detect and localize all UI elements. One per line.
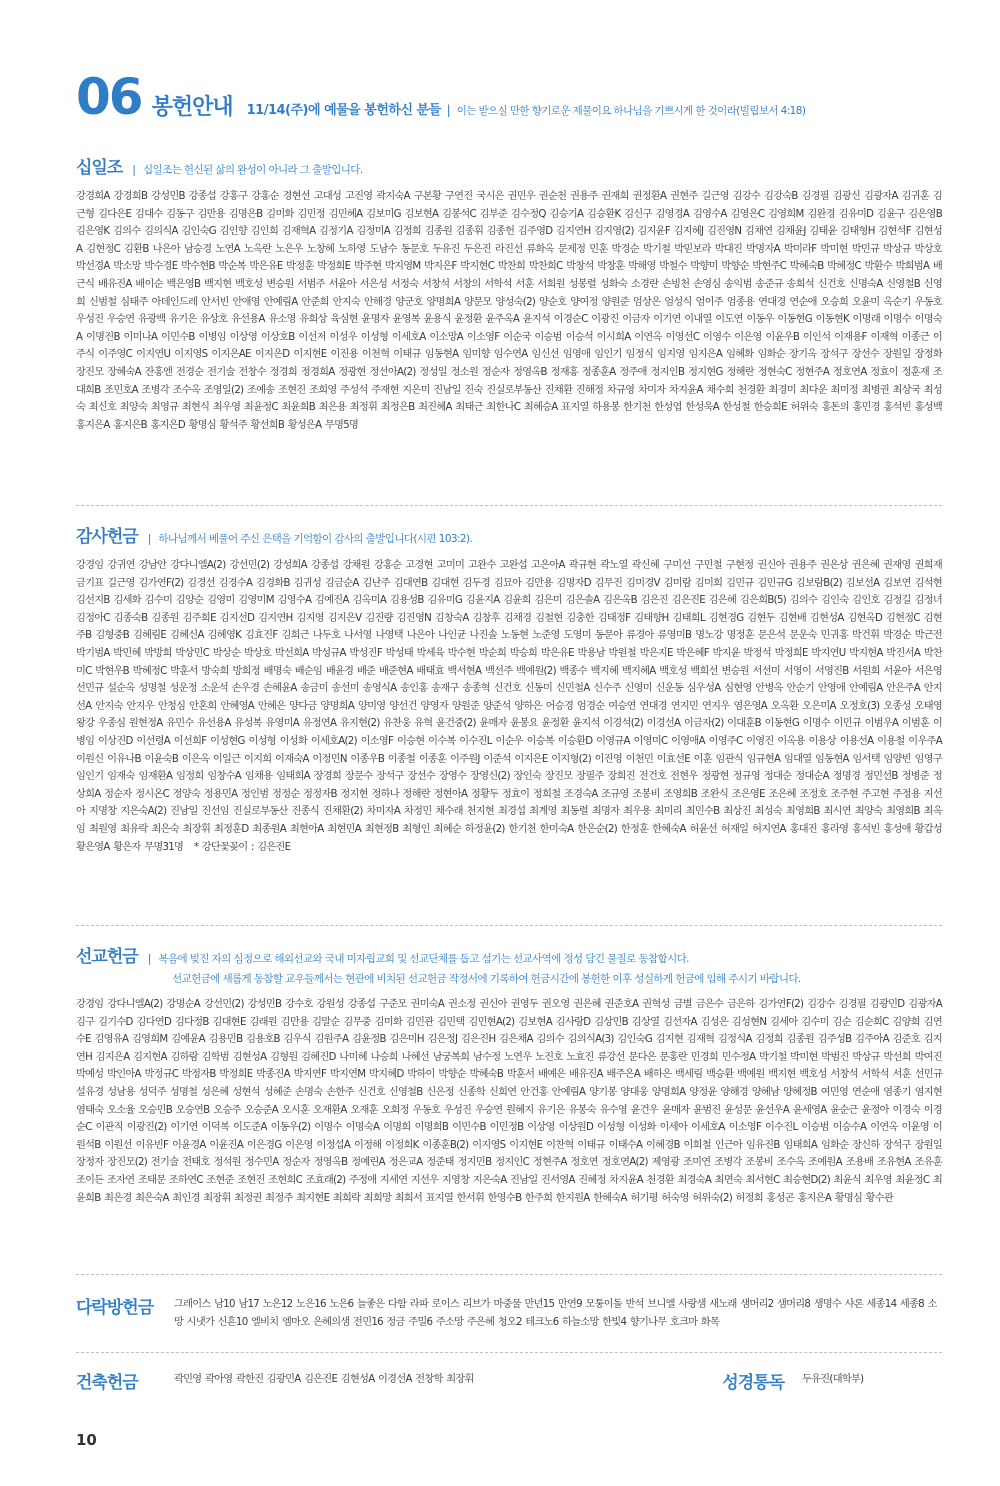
scripture-note: 이는 받으실 만한 향기로운 제물이요 하나님을 기쁘시게 한 것이라(빌립보서 4:18) (456, 105, 806, 117)
building-names: 곽민영 곽아영 곽한진 김광민A 김은진E 김현성A 이경선A 전창학 최장휘 (174, 1374, 474, 1385)
multi-title: 다락방헌금 (76, 1298, 154, 1318)
mission-names: 강경임 강다니엘A(2) 강명순A 강선민(2) 강성민B 강수호 강원성 강종섭 구준모 권미숙A 권소정 권신아 권영두 권오영 권은혜 권준호A 권혁성 금별 금은수 금은하 김가연F(2) 김강수 김경필 김광민D 김광자A 김구 김기수D 김다연D 김다정B 김대현E 김래원 김만용 김말순 김무중 김미화 김민관 김민택 김민현A(2) 김보현A 김사랑D 김상민B 김상열 김선자A 김성은 김성현N 김세아 김수미 김순 김순희C 김양희 김연수E 김영유A 김영희M 김예윤A 김용민B 김용호B 김우식 김원주A 김윤정B 김은미H 김은정J 김은진H 김은채A 김의수 김의식A(3) 김인숙G 김지현 김재혁 김정식A 김정희 김종원 김주성B 김주아A 김준호 김지연H 김지은A 김지현A 김하람 김학범 김현성A 김형원 김혜진D 나미혜 나승희 나혜선 남궁복희 남수정 노연우 노진호 노효진 류강선 문다은 문홍란 민경희 민수정A 박기철 박미현 박범진 박상규 박선희 박여진 박예성 박인아A 박정규C 박정자B 박정희E 박종진A 박지연F 박지연M 박지혜D 박하이 박향순 박혜숙B 박훈서 배예은 배유진A 배주은A 배하은 백세림 백승환 백예원 백지현 백호성 서창석 서학석 서훈 선민규 설유경 성남용 성덕주 성명철 성은혜 성현석 성혜준 손명숙 손한주 신건호 신영철B 신은정 신종학 신희연 안건홍 안예림A 양기봉 양대웅 양명희A 양정윤 양해경 양혜남 양혜정B 여민영 연순애 염종기 염지현 염태숙 오소율 오승민B 오승연B 오승주 오승준A 오시훈 오재환A 오재훈 오희정 우동호 우성진 우승연 원혜지 유기은 유봉숙 유수영 윤건우 윤매자 윤범진 윤성문 윤선우A 윤세영A 윤순근 윤정아 이경숙 이경순C 이관직 이광진(2) 이기연 이덕복 이도준A 이동우(2) 이명수 이명숙A 이명희 이명희B 이민수B 이민정B 이상영 이상원D 이성형 이성화 이세아 이세호A 이소영F 이수진L 이승범 이승수A 이연옥 이윤영 이원석B 이원선 이유빈F 이윤경A 이윤진A 이은경G 이은영 이정섭A 이정해 이정희K 이종훈B(2) 이지영S 이지현E 이찬혁 이태규 이태수A 이혜경B 이희철 인근아 임유진B 임태희A 임화순 장신하 장석구 장원일 장정자 장진모(2) 전기술 전태호 정석원 정수민A 정순자 정영옥B 정예린A 정은교A 정준태 정지민B 정지인C 정현주A 정호연 정호연A(2) 제영광 조미연 조병각 조봉비 조수옥 조예원A 조용배 조유현A 조유훈 조이든 조자연 조태문 조하연C 조현준 조현진 조현희C 조효래(2) 주정애 지세연 지선우 지영창 지은숙A 진남일 진서영A 진혜정 차지윤A 천경환 최경숙A 최면숙 최서현C 최승현D(2) 최윤식 최우영 최윤정C 최윤희B 최은경 최은숙A 최인경 최장휘 최정권 최정주 최지현E 최희락 최희망 최희서 표지열 한서휘 한영수B 한주희 한지원A 한혜숙A 허기평 허숙영 허위숙(2) 허정희 홍성곤 홍지은A 황명심 황수관 (76, 999, 942, 1204)
tithe-names: 강경희A 강경희B 강성민B 강종섭 강홍구 강홍순 경현선 고대성 고진영 곽지숙A 구본황 구연진 국시은 권민우 권순천 권용주 권재희 권정환A 권현주 길근영 김강수 김강숙B 김경필 김광신 김광자A 김귀훈 김근형 김다은E 김대수 김동구 김만용 김명은B 김미화 김민정 김민혜A 김보미G 김보현A 김봉석C 김부준 김수정Q 김승기A 김승환K 김신구 김영경A 김영수A 김영은C 김영희M 김완경 김유미D 김윤구 김은영B 김은영K 김의수 김의식A 김인숙G 김인향 김인희 김재혁A 김정기A 김정미A 김정희 김종원 김종휘 김종헌 김주영D 김지연H 김지영(2) 김지윤F 김지혜J 김진영N 김채연 김채윤J 김태윤 김태형H 김현석F 김현성A 김현정C 김환B 나은아 남승경 노연A 노옥란 노은우 노창혜 노하영 도남수 동문호 두유진 두은진 라진선 류화옥 문제정 민훈 박경순 박기철 박믿보라 박대진 박명자A 박미라F 박미현 박민규 박상규 박상호 박선경A 박소망 박수경E 박수현B 박순복 박은유E 박정훈 박정희E 박주현 박지영M 박지은F 박지현C 박찬희 박찬희C 박창석 박창훈 박해영 박철수 박향미 박향순 박현주C 박혜숙B 박혜정C 박환수 박희범A 배근식 배유진A 배이순 백은영B 백지현 백호성 변승원 서범주 서윤아 서은성 서정숙 서창석 서창의 서학석 서훈 서희원 성봉렬 성화숙 소경란 손빙천 손영심 송익범 송준규 송희석 신건호 신명숙A 신영철B 신영희 신범철 심태주 아데인드레 안서빈 안애영 안예림A 안준희 안지숙 안해경 양군호 양명희A 양문모 양성숙(2) 양순호 양여정 양원준 엄상은 엄성식 엄이주 엄종용 연대경 연순애 오승희 오윤미 옥순기 우동호 우성진 우승연 유광백 유기은 유상호 유선용A 유소영 유희상 육심현 윤명자 윤영복 윤용식 윤정환 윤주옥A 윤지석 이경순C 이광진 이금자 이기연 이내열 이도연 이동우 이동현G 이동현K 이명래 이명수 이명숙A 이명진B 이미나A 이민수B 이병임 이상영 이상호B 이선저 이성우 이성형 이세호A 이소망A 이소영F 이순국 이승범 이승석 이시희A 이연옥 이영선C 이영수 이은영 이윤우B 이인석 이재용F 이재혁 이종근 이주식 이주영C 이지연U 이지영S 이지은AE 이지은D 이지현E 이진용 이천혁 이태규 임동현A 임미향 임수연A 임신선 임영애 임인기 임정식 임지영 임지은A 임혜화 임화순 장기옥 장석구 장선수 장원일 장정화 장진모 장혜숙A 잔홍엔 전경순 전기술 전창수 정경희 정경희A 정광현 정선아A(2) 정성일 정소원 정순자 정영옥B 정재홍 정종훈A 정주애 정지인B 정지현G 정해란 정현숙C 정현주A 정호연A 정효이 정훈재 조대희B 조민호A 조병각 조수옥 조영일(2) 조예송 조현진 조희영 주성석 주재현 지은미 진남일 진숙 진실로부동산 진채환 진해정 차규영 차미자 차지윤A 채수희 천경환 최경미 최다운 최미정 최병권 최상국 최성숙 최신호 최양숙 최영규 최현식 최우영 최윤정C 최윤희B 최은용 최정휘 최정은B 최진혜A 최태근 최한나C 최혜승A 표지열 하용봉 한기천 한성엽 한성욱A 한성철 한승희E 허위숙 홍돈의 홍민경 홍석빈 홍성백 홍지은A 홍지은B 홍지은D 황명심 황석주 황선희B 황성은A 무명5명 (76, 191, 942, 431)
mission-section (76, 942, 942, 1207)
divider (76, 505, 942, 506)
divider (76, 1352, 942, 1353)
mission-desc-2: 선교헌금에 새롭게 동참할 교우들께서는 현관에 비치된 선교헌금 작정서에 기록하여 헌금시간에 봉헌한 이후 성실하게 헌금에 임해 주시기 바랍니다. (172, 973, 801, 985)
bible-names: 두유진(대학부) (802, 1374, 864, 1385)
tithe-title: 십일조 (76, 158, 123, 178)
thanks-separator: | (147, 532, 152, 545)
mission-separator: | (147, 952, 152, 965)
bible-title: 성경통독 (722, 1373, 784, 1393)
mission-title: 선교헌금 (76, 947, 138, 967)
building-title: 건축헌금 (76, 1373, 138, 1393)
tithe-desc: 십일조는 헌신된 삶의 완성이 아니라 그 출발입니다. (143, 164, 363, 176)
header-separator: | (446, 103, 451, 117)
multi-names: 그레이스 남10 남17 노은12 노은16 노은6 늘좋은 다함 라파 로이스 리브가 마중물 만년15 만연9 모퉁이돌 반석 브니엘 사랑샘 새노래 샘머리2 샘머리8 생명수 샤론 세종14 세종8 소망 시냇가 신흔10 엘비치 엠마오 은혜의샘 전민16 정금 주밀6 주소망 주은혜 청오2 테크노6 하늘소망 한빛4 향기나무 호크마 화목 (174, 1299, 937, 1328)
page-number: 10 (76, 1431, 97, 1449)
thanks-names (76, 557, 942, 856)
tithe-section (76, 153, 942, 434)
thanks-title: 감사헌금 (76, 527, 138, 547)
divider (76, 1274, 942, 1275)
thanks-name-list: 강경임 강귀연 강남안 강다니엘A(2) 강선민(2) 강성희A 강종섭 강채원 강홍순 고경현 고미미 고완수 고완섭 고은아A 곽규현 곽노열 곽신혜 구미선 구민철 구현정 권신아 권용주 권은상 권은혜 권재영 권희재 금기표 길근영 김가연F(2) 김경선 김경수A 김경화B 김귀성 김금순A 김난주 김대연B 김대현 김두경 김묘아 김만용 김명자D 김무진 김미경V 김미람 김미희 김민규 김민규G 김보람B(2) 김보선A 김보연 김석현 김선지B 김세화 김수미 김양순 김영미 김영미M 김영수A 김예진A 김옥미A 김용성B 김유미G 김윤지A 김윤희 김은미 김은솔A 김은옥B 김은진 김은진E 김은혜 김은희B(5) 김의수 김인숙 김인호 김정길 김정녀 김정아C 김종숙B 김종원 김주희E 김지선D 김지연H 김지영 김지은V 김진량 김진영N 김창숙A 김창후 김채경 김철현 김충한 김태정F 김태향H 김태희L 김현경G 김현두 김현배 김현성A 김현옥D 김현정C 김현주B 김형중B 김혜림E 김혜신A 김혜영K 김효진F 김희근 나두호 나서영 나영택 나은아 나인균 나진솔 노동현 노준영 도영미 동문아 류경아 류영미B 명노강 명정훈 문은석 문운숙 민귀홍 박건휘 박경순 박근전 박기범A 박민혜 박방희 박상민C 박상순 박상호 박선희A 박성규A 박성진F 박성태 박세육 박수현 박순희 박승희 박은유E 박용남 박원철 박은지E 박은혜F 박지윤 박정석 박정희E 박지연U 박지현A 박진서A 박찬미C 박현우B 박혜정C 박훈서 방숙희 방희정 배명숙 배순임 배윤경 배준 배준현A 배태효 백서현A 백선주 백예원(2) 백종수 백지혜 백지혜A 백호성 백희선 변승원 서선미 서영이 서영진B 서원희 서윤아 서은영 선민규 설순옥 성명철 성운정 소운석 손우경 손혜윤A 송금미 송선미 송영식A 송인홍 송재구 송종혁 신건호 신동미 신민철A 신수주 신영미 신운동 심우성A 심현영 안병옥 안순기 안영애 안예림A 안은주A 안지선A 안지숙 안지우 안청심 안혼희 안혜영A 안혜은 양다금 양명희A 양미영 양선건 양영자 양원준 양준석 양하은 어승경 엄경순 여승연 연대경 연지민 연지우 염은영A 오옥환 오은미A 오정호(3) 오종성 오태영 왕강 우종심 원현정A 유민수 유선용A 유성복 유영미A 유정연A 유지현(2) 유찬웅 유혁 윤건중(2) 윤매자 윤봉요 윤정환 윤지석 이경석(2) 이경선A 이금자(2) 이대훈B 이동현G 이명수 이민규 이범우A 이범훈 이병임 이상진D 이선령A 이선희F 이성현G 이성형 이성화 이세호A(2) 이소영F 이승현 이수복 이수진L 이순우 이승복 이승환D 이영규A 이영미C 이영애A 이영주C 이영진 이옥용 이용상 이용선A 이용철 이우주A 이원신 이유나B 이윤숙B 이은옥 이일근 이지희 이재숙A 이정민N 이종우B 이종철 이종훈 이주원J 이준석 이지은E 이지형(2) 이진영 이천민 이효선E 이훈 임관식 임규현A 임대열 임동현A 임서택 임양빈 임영구 임인기 임재숙 임재환A 임정희 임창수A 임채용 임태희A 장경희 장문수 장석구 장선수 장영수 장영신(2) 장인숙 장진모 장필주 장희진 전건호 전현우 정광현 정규영 정대순 정대순A 정명경 정민선B 정병준 정상희A 정순자 정시온C 정양숙 정용민A 정인범 정정순 정정자B 정지현 정하나 정해란 정현아A 정황두 정효이 정희철 조경숙A 조규영 조봉비 조영희B 조완식 조은영E 조은혜 조정호 조주현 주고현 주정용 지선아 지명창 지은숙A(2) 진남일 진선임 진실로부동산 진종식 진채환(2) 차미자A 차정민 채수래 천지현 최경섭 최계영 최동렬 최명자 최우용 최미리 최민수B 최상진 최성숙 최영희B 최시연 최양숙 최영희B 최옥임 최원영 최유락 최은숙 최장휘 최정훈D 최종원A 최현아A 최현민A 최현정B 최형인 최혜순 하정윤(2) 한기천 한미숙A 한은순(2) 한정훈 한혜숙A 허윤선 허재일 허지연A 홍대진 홍라영 홍석빈 홍성애 황갑성 황은영A 황은자 무명31명 (76, 560, 942, 853)
building-section (76, 1368, 942, 1393)
multi-section (76, 1293, 942, 1331)
thanks-desc: 하나님께서 베풀어 주신 은택을 기억함이 감사의 출발입니다(시편 103:2). (158, 533, 473, 545)
page-title: 봉헌안내 (151, 95, 233, 120)
altar-flower-note: * 강단꽃꽂이 : 김은진E (193, 841, 291, 853)
page-header (76, 68, 940, 132)
page-subtitle: 11/14(주)에 예물을 봉헌하신 분들 (246, 103, 441, 118)
section-number: 06 (76, 68, 142, 126)
thanks-section (76, 522, 942, 856)
tithe-separator: | (132, 163, 136, 176)
divider (76, 925, 942, 926)
mission-desc: 복음에 빚진 자의 심정으로 해외선교와 국내 미자립교회 및 선교단체를 돕고 섬기는 선교사역에 정성 담긴 물질로 동참합시다. (158, 953, 689, 965)
